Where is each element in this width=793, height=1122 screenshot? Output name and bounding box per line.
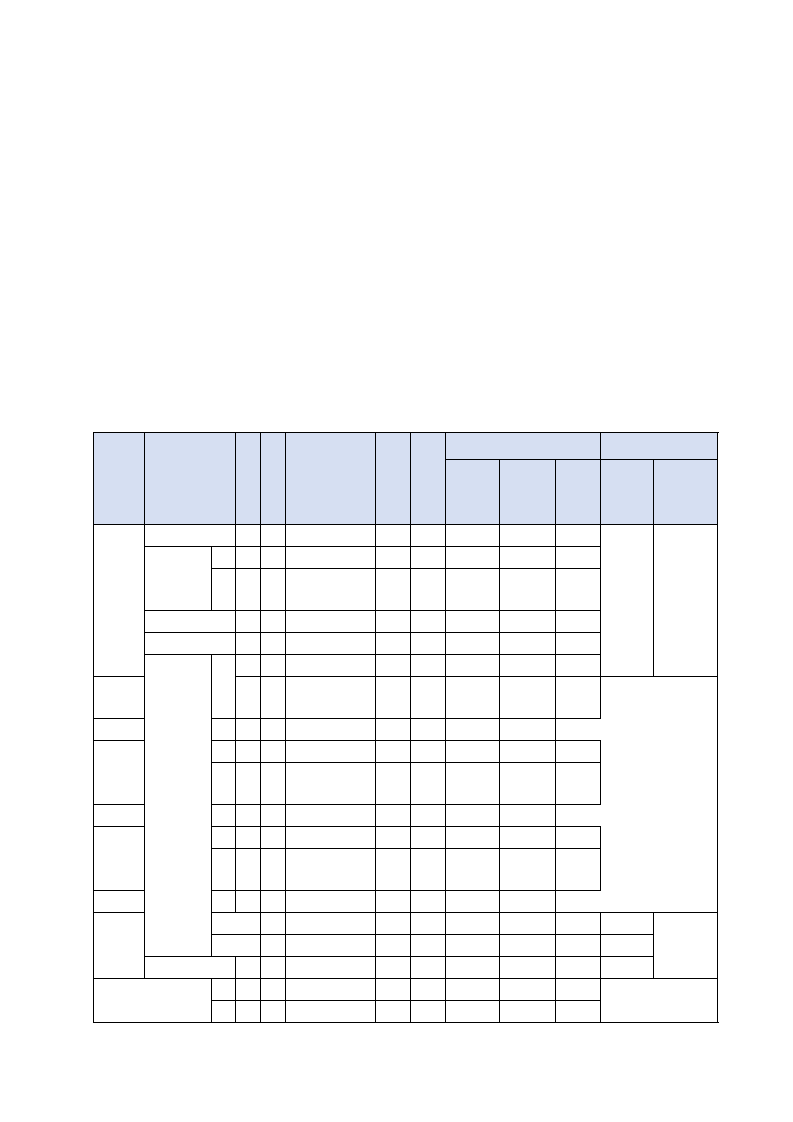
cell-acid-samples (286, 1001, 376, 1023)
cell-acid-pct (446, 957, 500, 979)
station-name (94, 719, 212, 741)
cell-acid-yoy (556, 525, 601, 547)
cell-acid-mom (500, 525, 556, 547)
cell-acid-mom (500, 957, 556, 979)
cell-acid-pct (411, 719, 446, 741)
cell-ph-range (376, 763, 411, 805)
table-row (94, 719, 718, 741)
cell-ph-avg (411, 569, 446, 611)
cell-acid-samples (286, 547, 376, 569)
cell-rain-samples (261, 547, 286, 569)
header-acid-samples (286, 433, 376, 525)
zone-total (601, 979, 718, 1023)
cell-samples (261, 935, 286, 957)
cell-ph-range (376, 633, 411, 655)
header-mom (500, 460, 556, 525)
cell-acid-samples (376, 935, 411, 957)
cell-rain-samples (236, 719, 261, 741)
cell-ph-avg (411, 957, 446, 979)
cell-ph-avg (376, 805, 411, 827)
cell-samples (236, 611, 261, 633)
cell-acid-samples (376, 913, 411, 935)
cell-acid-pct (446, 525, 500, 547)
header-ph-range (376, 433, 411, 525)
cell-ph-avg (411, 849, 446, 891)
cell-acid-yoy (556, 547, 601, 569)
cell-acid-pct (500, 913, 556, 935)
header-pct (446, 460, 500, 525)
cell-samples (236, 741, 261, 763)
cell-ph-avg (446, 913, 500, 935)
cell-ph-range (376, 525, 411, 547)
cell-acid-samples (261, 891, 286, 913)
header-yoy (556, 460, 601, 525)
cell-ph-avg (411, 525, 446, 547)
cell-acid-samples (286, 677, 376, 719)
cell-ph-avg (411, 547, 446, 569)
cell-rain-samples (261, 827, 286, 849)
cell-acid-yoy (500, 719, 556, 741)
header-rain-samples (261, 433, 286, 525)
ph-acid-rain-chart (0, 120, 793, 390)
cell-rain-samples (286, 913, 376, 935)
cell-rain-samples (261, 741, 286, 763)
cell-samples (212, 891, 236, 913)
sub-area-suburb (212, 827, 236, 849)
cell-samples (212, 805, 236, 827)
cell-acid-yoy (500, 805, 556, 827)
cell-acid-mom (500, 633, 556, 655)
cell-acid-yoy (556, 677, 601, 719)
header-row-1 (94, 433, 718, 460)
cell-acid-mom (556, 913, 601, 935)
cell-acid-pct (446, 633, 500, 655)
cell-rain-samples (261, 569, 286, 611)
cell-ph-range (376, 1001, 411, 1023)
cell-ph-range (376, 979, 411, 1001)
cell-acid-mom (500, 827, 556, 849)
cell-ph-range (376, 611, 411, 633)
cell-ph-range (411, 655, 446, 677)
zone-south3-pct (654, 913, 718, 979)
station-name (145, 957, 236, 979)
header-acid-rate (446, 433, 601, 460)
cell-samples (236, 633, 261, 655)
cell-samples (236, 547, 261, 569)
cell-acid-samples (286, 827, 376, 849)
sub-area-city (94, 677, 145, 719)
table-row (94, 957, 718, 979)
cell-ph-range (376, 827, 411, 849)
cell-acid-samples (286, 569, 376, 611)
cell-acid-samples (286, 957, 376, 979)
cell-samples (261, 913, 286, 935)
cell-ph-avg (376, 719, 411, 741)
cell-acid-samples (376, 655, 411, 677)
cell-rain-samples (261, 1001, 286, 1023)
cell-acid-samples (286, 525, 376, 547)
cell-samples (236, 569, 261, 611)
station-name (145, 633, 236, 655)
cell-acid-yoy (556, 763, 601, 805)
region-south3 (94, 913, 145, 979)
cell-acid-pct (446, 1001, 500, 1023)
cell-acid-yoy (601, 935, 654, 957)
cell-ph-range (376, 957, 411, 979)
cell-acid-samples (286, 849, 376, 891)
cell-acid-mom (500, 849, 556, 891)
cell-rain-samples (261, 633, 286, 655)
cell-acid-samples (286, 611, 376, 633)
table-row (94, 979, 718, 1001)
cell-acid-samples (286, 741, 376, 763)
cell-ph-range (376, 547, 411, 569)
cell-acid-mom (556, 655, 601, 677)
cell-acid-pct (411, 891, 446, 913)
cell-acid-samples (286, 633, 376, 655)
ph-statistics-table (93, 432, 718, 1023)
sub-area-suburb (212, 979, 236, 1001)
cell-acid-yoy (556, 1001, 601, 1023)
cell-acid-pct (411, 805, 446, 827)
cell-acid-mom (500, 677, 556, 719)
region-northeast (94, 525, 145, 677)
station-name (94, 805, 212, 827)
cell-acid-pct (500, 935, 556, 957)
cell-samples (236, 849, 261, 891)
header-zone-mom (654, 460, 718, 525)
total-label (94, 979, 212, 1023)
station-name (212, 935, 261, 957)
cell-acid-mom (500, 611, 556, 633)
cell-samples (236, 957, 261, 979)
header-zone-pct (601, 460, 654, 525)
cell-acid-mom (500, 979, 556, 1001)
station-name (212, 655, 236, 719)
cell-rain-samples (261, 525, 286, 547)
cell-acid-pct (446, 611, 500, 633)
cell-samples (236, 1001, 261, 1023)
cell-ph-avg (446, 655, 500, 677)
cell-acid-pct (446, 569, 500, 611)
table-row (94, 805, 718, 827)
cell-samples (236, 525, 261, 547)
station-name (94, 891, 212, 913)
cell-ph-avg (411, 611, 446, 633)
sub-area-suburb (236, 655, 261, 677)
cell-acid-yoy (500, 891, 556, 913)
cell-acid-yoy (556, 741, 601, 763)
sub-area-suburb (212, 547, 236, 569)
sub-area-city (212, 1001, 236, 1023)
sub-area-city (212, 763, 236, 805)
cell-rain-samples (236, 891, 261, 913)
header-samples (236, 433, 261, 525)
sub-area-suburb (212, 741, 236, 763)
cell-ph-range (411, 935, 446, 957)
cell-ph-avg (411, 677, 446, 719)
cell-rain-samples (261, 849, 286, 891)
sub-area-city (212, 569, 236, 611)
cell-samples (261, 655, 286, 677)
cell-rain-samples (286, 935, 376, 957)
cell-ph-avg (411, 763, 446, 805)
cell-acid-pct (446, 741, 500, 763)
cell-acid-mom (500, 763, 556, 805)
cell-acid-pct (446, 763, 500, 805)
zone-northeast-mom (654, 525, 718, 677)
cell-samples (236, 827, 261, 849)
cell-acid-mom (500, 547, 556, 569)
cell-ph-avg (411, 827, 446, 849)
station-name (212, 913, 261, 935)
cell-ph-range (286, 805, 376, 827)
cell-acid-samples (261, 805, 286, 827)
cell-acid-yoy (556, 849, 601, 891)
cell-acid-mom (446, 805, 500, 827)
cell-acid-yoy (556, 979, 601, 1001)
cell-samples (236, 979, 261, 1001)
cell-acid-samples (261, 719, 286, 741)
cell-rain-samples (261, 763, 286, 805)
cell-samples (236, 677, 261, 719)
cell-ph-range (286, 891, 376, 913)
cell-acid-yoy (556, 827, 601, 849)
cell-acid-mom (500, 569, 556, 611)
header-station (145, 433, 236, 525)
cell-ph-avg (376, 891, 411, 913)
cell-acid-samples (286, 763, 376, 805)
zone-northeast-pct (601, 525, 654, 677)
table-row (94, 891, 718, 913)
station-name (145, 611, 236, 633)
station-name (145, 547, 212, 611)
cell-ph-avg (411, 633, 446, 655)
cell-acid-yoy (556, 957, 601, 979)
cell-acid-pct (500, 655, 556, 677)
cell-rain-samples (261, 677, 286, 719)
cell-ph-range (376, 849, 411, 891)
sub-area-city (212, 849, 236, 891)
table-row (94, 525, 718, 547)
header-zone-rate (601, 433, 718, 460)
cell-ph-avg (446, 935, 500, 957)
cell-rain-samples (286, 655, 376, 677)
cell-rain-samples (261, 611, 286, 633)
cell-acid-yoy (556, 633, 601, 655)
cell-ph-range (376, 569, 411, 611)
cell-ph-range (286, 719, 376, 741)
cell-acid-mom (556, 935, 601, 957)
station-name (94, 741, 145, 805)
cell-acid-pct (446, 677, 500, 719)
cell-acid-pct (446, 979, 500, 1001)
cell-acid-pct (446, 547, 500, 569)
cell-ph-avg (411, 979, 446, 1001)
cell-ph-range (376, 741, 411, 763)
cell-acid-mom (500, 741, 556, 763)
cell-acid-yoy (601, 913, 654, 935)
cell-ph-avg (411, 741, 446, 763)
cell-rain-samples (236, 805, 261, 827)
station-name (145, 525, 236, 547)
cell-samples (236, 763, 261, 805)
cell-acid-mom (446, 891, 500, 913)
cell-acid-mom (500, 1001, 556, 1023)
cell-ph-avg (411, 1001, 446, 1023)
header-ph-avg (411, 433, 446, 525)
cell-acid-pct (446, 827, 500, 849)
header-region (94, 433, 145, 525)
cell-acid-pct (446, 849, 500, 891)
cell-samples (212, 719, 236, 741)
cell-rain-samples (261, 957, 286, 979)
cell-acid-yoy (556, 611, 601, 633)
cell-ph-range (376, 677, 411, 719)
cell-acid-yoy (556, 569, 601, 611)
cell-acid-mom (446, 719, 500, 741)
cell-acid-samples (286, 979, 376, 1001)
station-name (94, 827, 145, 891)
cell-rain-samples (261, 979, 286, 1001)
cell-ph-range (411, 913, 446, 935)
